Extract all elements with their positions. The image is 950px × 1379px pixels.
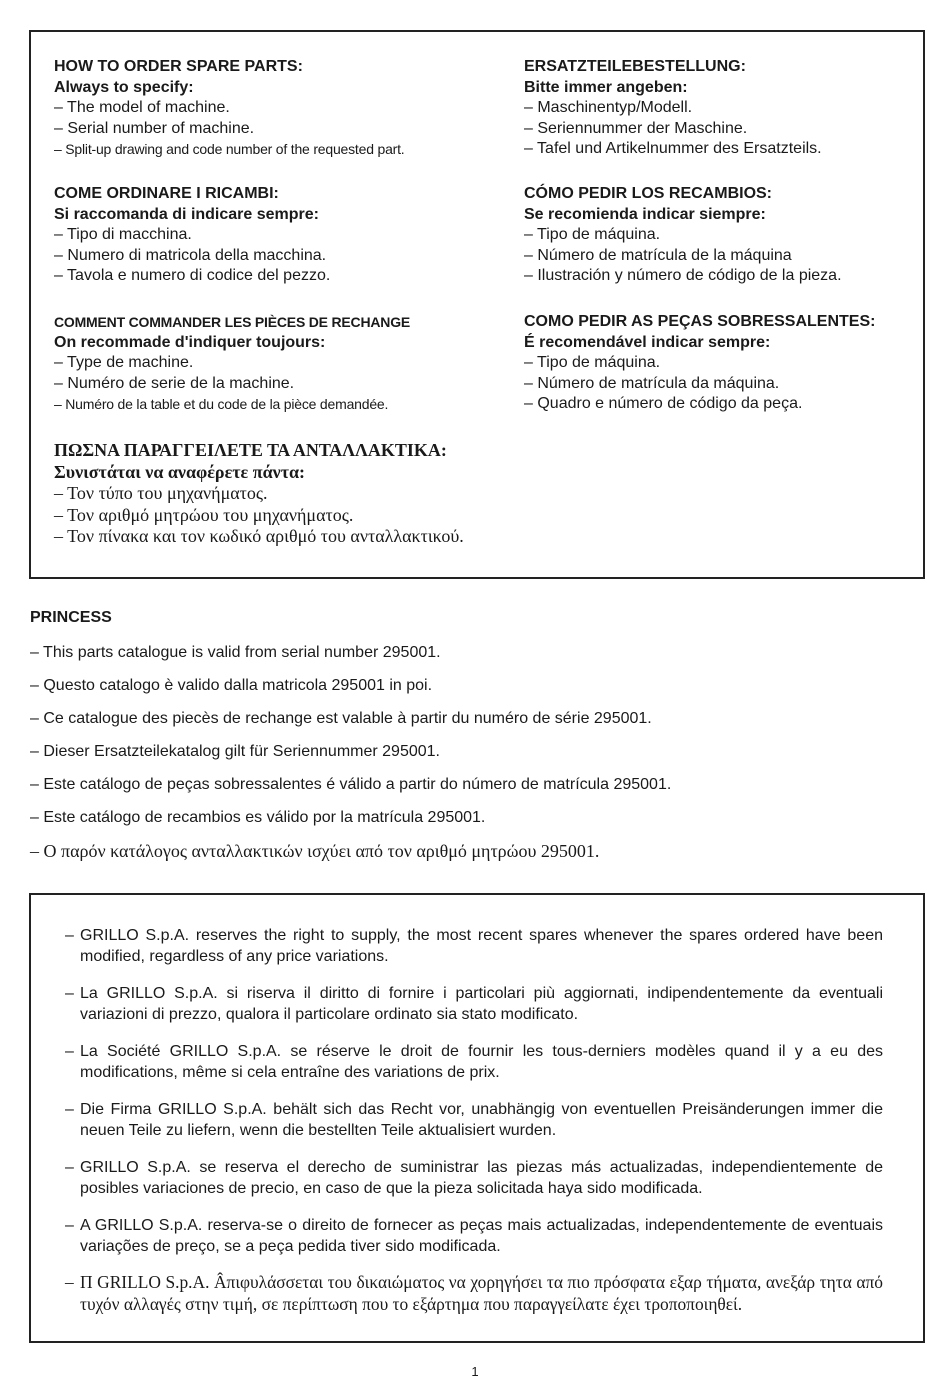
ordering-fr-title: COMMENT COMMANDER LES PIÈCES DE RECHANGE (54, 314, 411, 330)
ordering-fr-subtitle: On recommade d'indiquer toujours: (54, 333, 326, 351)
dash: – (65, 985, 74, 1002)
ordering-it-item: – Tipo di macchina. (54, 226, 192, 243)
rights-note-text: La GRILLO S.p.A. si riserva il diritto di fornire i particolari più aggiornati, indipendentemente da eventuali variazioni di prezzo, qualora il particolare ordinato sia stato modificato. (80, 985, 883, 1023)
rights-note-text: Die Firma GRILLO S.p.A. behält sich das Recht vor, unabhängig von eventuellen Preisänderungen immer die neuen Teile zu liefern, wenn die bestellten Teile aktualisiert wurden. (80, 1101, 883, 1139)
ordering-el-item: – Τον αριθμό μητρώου του μηχανήματος. (54, 504, 354, 525)
validity-line: – Ce catalogue des piecès de rechange est valable à partir du numéro de série 295001. (30, 710, 652, 727)
ordering-es-item: – Tipo de máquina. (524, 226, 661, 243)
rights-note (65, 1216, 883, 1257)
ordering-es-title: CÓMO PEDIR LOS RECAMBIOS: (524, 185, 773, 202)
ordering-de-item: – Seriennummer der Maschine. (524, 119, 748, 137)
dash: – (65, 1272, 74, 1292)
ordering-es-item: – Ilustración y número de código de la pieza. (524, 267, 842, 284)
rights-note (65, 1272, 883, 1315)
rights-note-text: Π GRILLO S.p.A. Âπιφυλάσσεται του δικαιώματος να χορηγήσει τα πιο πρόσφατα εξαρ τήματα, ανεξάρ τητα από τυχόν αλλαγές στην τιμή, σε περίπτωση που το εξάρτημα που παραγγείλατε έχει τροποποιηθεί. (80, 1272, 883, 1314)
rights-note (65, 1100, 883, 1141)
ordering-en-title: HOW TO ORDER SPARE PARTS: (54, 58, 303, 75)
rights-note-text: GRILLO S.p.A. reserves the right to supply, the most recent spares whenever the spares ordered have been modified, regardless of any price variations. (80, 927, 883, 965)
validity-line: – Questo catalogo è valido dalla matricola 295001 in poi. (30, 677, 433, 694)
rights-note-text: A GRILLO S.p.A. reserva-se o direito de fornecer as peças mais actualizadas, independentemente de eventuais variações de preço, se a peça pedida tiver sido modificada. (80, 1217, 883, 1255)
validity-line: – This parts catalogue is valid from serial number 295001. (30, 644, 441, 661)
ordering-fr-item: – Numéro de la table et du code de la pièce demandée. (54, 396, 389, 412)
ordering-it-subtitle: Si raccomanda di indicare sempre: (54, 205, 319, 223)
ordering-fr-item: – Type de machine. (54, 354, 194, 371)
ordering-es-item: – Número de matrícula de la máquina (524, 246, 792, 264)
ordering-de (524, 57, 822, 160)
page-number: 1 (471, 1364, 479, 1379)
rights-note-text: GRILLO S.p.A. se reserva el derecho de suministrar las piezas más actualizadas, independientemente de posibles variaciones de precio, en caso de que la pieza solicitada haya sido modificada. (80, 1159, 883, 1197)
ordering-de-subtitle: Bitte immer angeben: (524, 78, 688, 96)
ordering-pt (524, 312, 875, 415)
ordering-de-item: – Maschinentyp/Modell. (524, 99, 693, 116)
ordering-it-title: COME ORDINARE I RICAMBI: (54, 185, 279, 202)
ordering-en-item: – Serial number of machine. (54, 119, 255, 137)
ordering-en-item: – The model of machine. (54, 99, 230, 116)
dash: – (65, 1101, 74, 1118)
ordering-fr (54, 312, 410, 415)
ordering-el-item: – Τον τύπο του μηχανήματος. (54, 483, 268, 503)
model-name: PRINCESS (30, 609, 112, 626)
ordering-el-subtitle: Συνιστάται να αναφέρετε πάντα: (54, 461, 306, 482)
ordering-el-item: – Τον πίνακα και τον κωδικό αριθμό του ανταλλακτικού. (54, 526, 464, 546)
ordering-pt-title: COMO PEDIR AS PEÇAS SOBRESSALENTES: (524, 313, 876, 330)
ordering-fr-item: – Numéro de serie de la machine. (54, 374, 295, 392)
ordering-es (524, 184, 842, 287)
ordering-it-item: – Numero di matricola della macchina. (54, 246, 327, 264)
ordering-es-subtitle: Se recomienda indicar siempre: (524, 205, 766, 223)
ordering-el-title: ΠΩΣΝΑ ΠΑΡΑΓΓΕΙΛΕΤΕ ΤΑ ΑΝΤΑΛΛΑΚΤΙΚΑ: (54, 440, 447, 460)
dash: – (65, 1159, 74, 1176)
rights-note (65, 1158, 883, 1199)
ordering-pt-subtitle: É recomendável indicar sempre: (524, 333, 771, 351)
rights-note (65, 1042, 883, 1083)
ordering-it-item: – Tavola e numero di codice del pezzo. (54, 267, 331, 284)
validity-line: – Dieser Ersatzteilekatalog gilt für Seriennummer 295001. (30, 743, 440, 760)
ordering-pt-item: – Tipo de máquina. (524, 354, 661, 371)
ordering-en-item: – Split-up drawing and code number of the requested part. (54, 141, 405, 157)
rights-note (65, 984, 883, 1025)
ordering-en-subtitle: Always to specify: (54, 78, 194, 96)
ordering-pt-item: – Quadro e número de código da peça. (524, 395, 803, 412)
ordering-de-title: ERSATZTEILEBESTELLUNG: (524, 58, 746, 75)
ordering-pt-item: – Número de matrícula da máquina. (524, 374, 780, 392)
validity-line: – Este catálogo de peças sobressalentes é válido a partir do número de matrícula 295001. (30, 776, 672, 793)
rights-note-text: La Société GRILLO S.p.A. se réserve le droit de fournir les tous-derniers modèles quand il y a eu des modifications, même si cela entraîne des variations de prix. (80, 1043, 883, 1081)
dash: – (65, 1217, 74, 1234)
ordering-de-item: – Tafel und Artikelnummer des Ersatzteils. (524, 140, 822, 157)
validity-line: – Este catálogo de recambios es válido por la matrícula 295001. (30, 809, 486, 826)
rights-note (65, 926, 883, 967)
ordering-en (54, 57, 405, 160)
validity-line: – Ο παρόν κατάλογος ανταλλακτικών ισχύει από τον αριθμό μητρώου 295001. (30, 841, 600, 861)
ordering-it (54, 184, 330, 287)
dash: – (65, 927, 74, 944)
ordering-el (54, 440, 464, 548)
dash: – (65, 1043, 74, 1060)
